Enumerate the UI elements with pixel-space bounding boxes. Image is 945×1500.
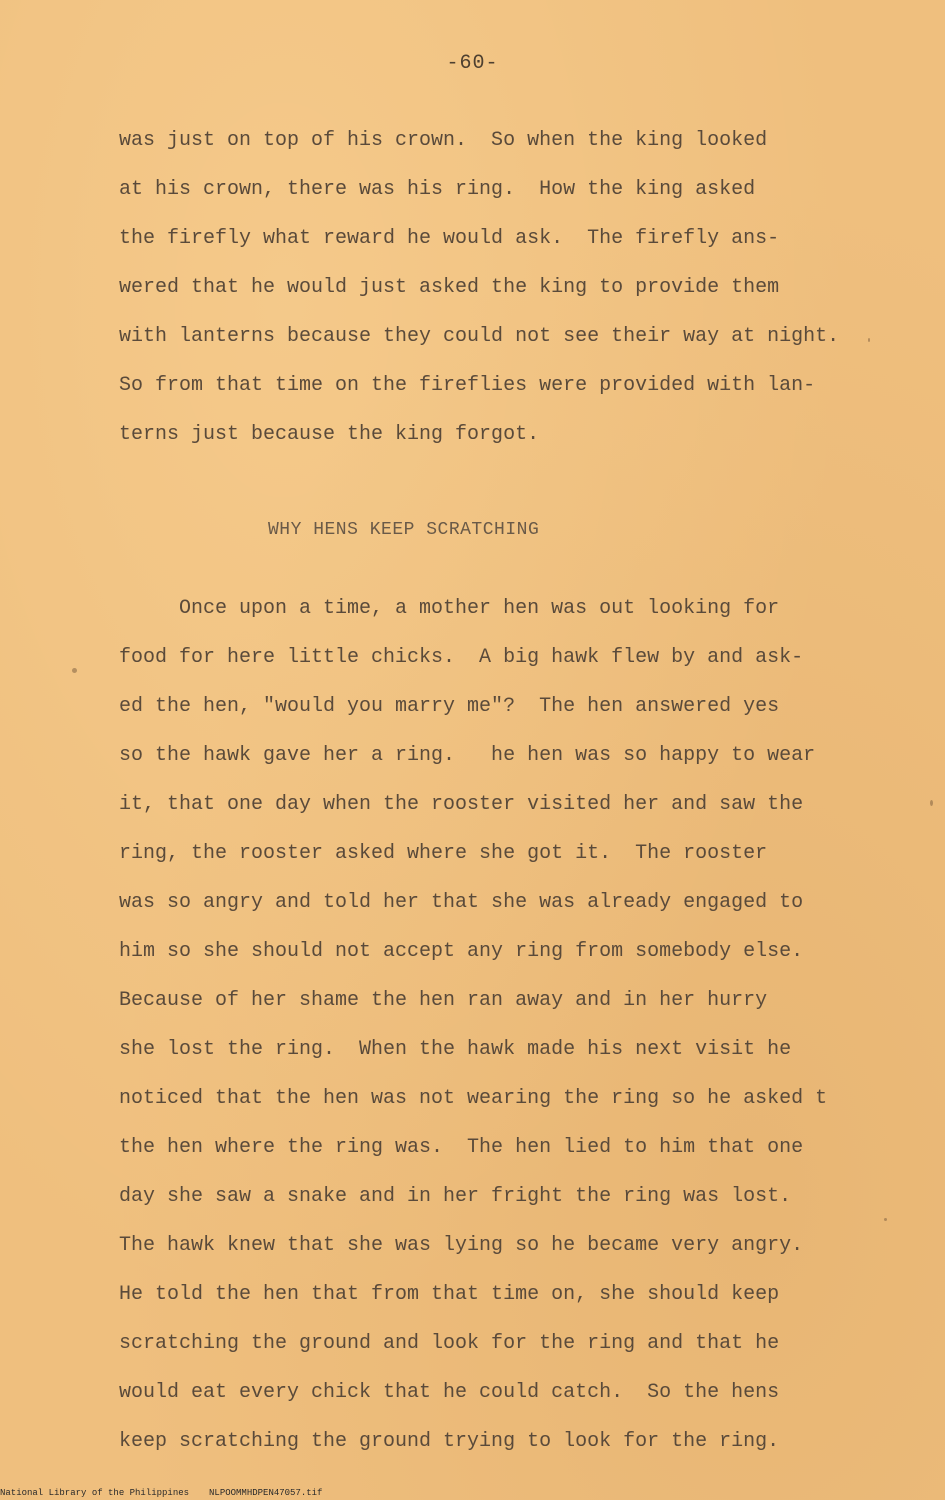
text-line: terns just because the king forgot. <box>119 423 540 446</box>
paper-speck <box>930 800 933 806</box>
paper-speck <box>868 338 870 342</box>
text-line: The hawk knew that she was lying so he became very angry. <box>119 1234 804 1257</box>
text-line: day she saw a snake and in her fright the ring was lost. <box>119 1185 792 1208</box>
text-line: she lost the ring. When the hawk made his next visit he <box>119 1038 792 1061</box>
text-line: Because of her shame the hen ran away and in her hurry <box>119 989 768 1012</box>
text-line: it, that one day when the rooster visited her and saw the <box>119 793 804 816</box>
text-line: So from that time on the fireflies were provided with lan- <box>119 374 816 397</box>
text-line: noticed that the hen was not wearing the ring so he asked t <box>119 1087 828 1110</box>
story-title: WHY HENS KEEP SCRATCHING <box>268 520 540 540</box>
paper-speck <box>884 1218 887 1221</box>
text-line: ring, the rooster asked where she got it. The rooster <box>119 842 768 865</box>
text-line: would eat every chick that he could catch. So the hens <box>119 1381 780 1404</box>
text-line: was just on top of his crown. So when the king looked <box>119 129 768 152</box>
text-line: food for here little chicks. A big hawk flew by and ask- <box>119 646 804 669</box>
paper-speck <box>72 668 77 673</box>
footer <box>0 1488 322 1498</box>
footer-source: National Library of the Philippines <box>0 1488 190 1498</box>
text-line: scratching the ground and look for the ring and that he <box>119 1332 780 1355</box>
page-number: -60- <box>446 52 499 75</box>
text-line: ed the hen, "would you marry me"? The hen answered yes <box>119 695 780 718</box>
text-line: the hen where the ring was. The hen lied to him that one <box>119 1136 804 1159</box>
paragraph-continuation <box>119 116 879 459</box>
text-line: at his crown, there was his ring. How the king asked <box>119 178 756 201</box>
text-line: the firefly what reward he would ask. The firefly ans- <box>119 227 780 250</box>
paragraph-story <box>119 584 879 1466</box>
text-line: with lanterns because they could not see their way at night. <box>119 325 840 348</box>
text-line: keep scratching the ground trying to look for the ring. <box>119 1430 780 1453</box>
text-line: was so angry and told her that she was already engaged to <box>119 891 804 914</box>
text-line: Once upon a time, a mother hen was out looking for <box>119 597 780 620</box>
text-line: so the hawk gave her a ring. he hen was so happy to wear <box>119 744 816 767</box>
footer-filename: NLPOOMMHDPEN47057.tif <box>209 1488 323 1498</box>
text-line: him so she should not accept any ring from somebody else. <box>119 940 804 963</box>
text-line: He told the hen that from that time on, she should keep <box>119 1283 780 1306</box>
text-line: wered that he would just asked the king to provide them <box>119 276 780 299</box>
